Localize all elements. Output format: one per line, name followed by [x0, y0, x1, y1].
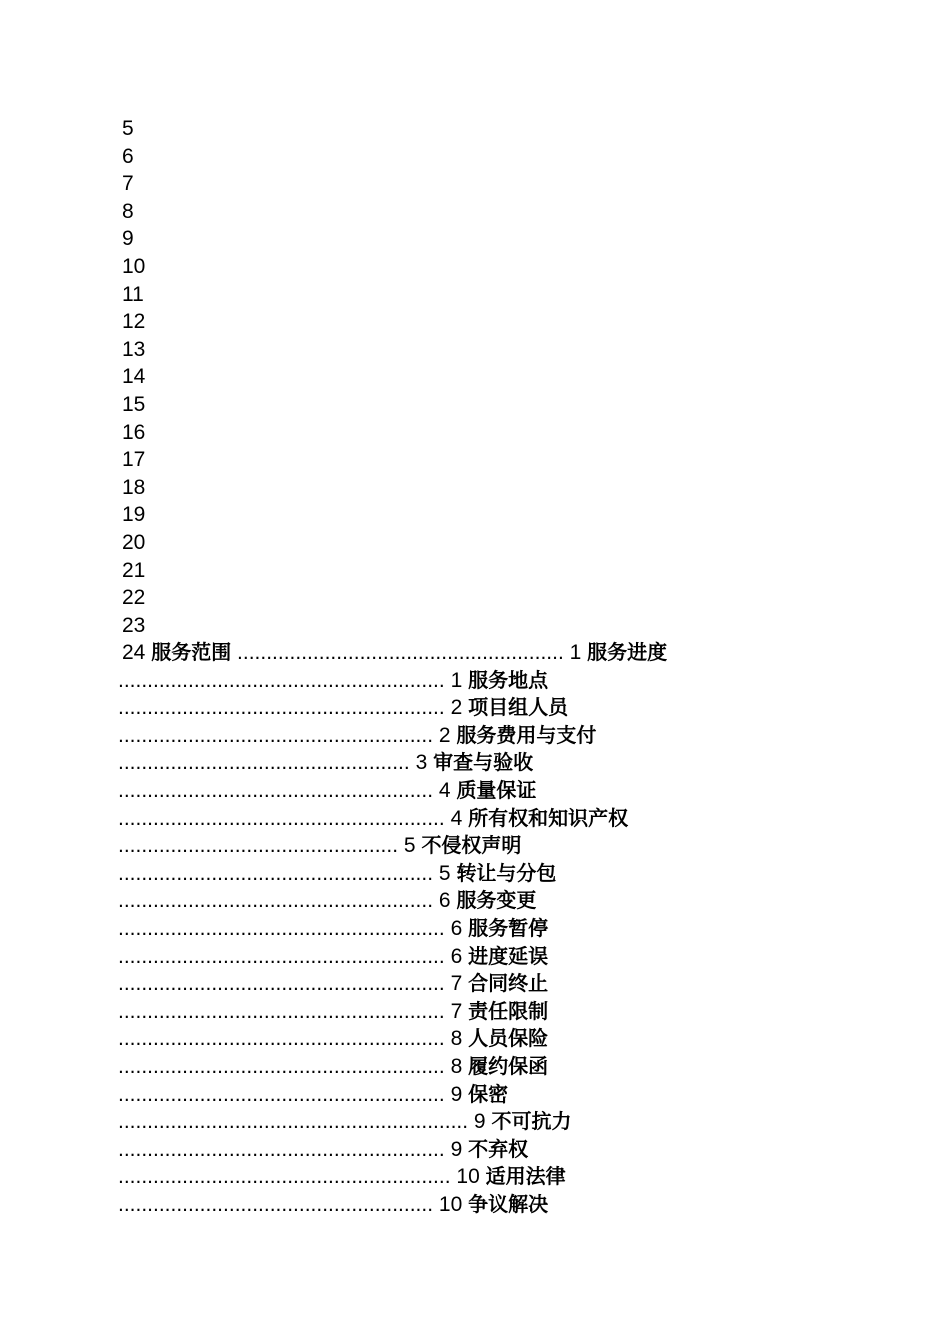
toc-leader-dots: ................................................ [118, 834, 399, 858]
page-number: 9 [122, 227, 134, 251]
toc-leader-dots: ........................................................ [118, 1027, 445, 1051]
page-number: 11 [122, 282, 144, 306]
toc-line [118, 943, 667, 971]
toc-page-number: 3 [415, 751, 428, 775]
toc-title: 服务地点 [468, 667, 549, 692]
page-number: 20 [122, 530, 146, 554]
toc-line [118, 1025, 667, 1053]
page-number: 7 [122, 172, 134, 196]
page-number: 16 [122, 420, 146, 444]
toc-title: 进度延误 [468, 943, 549, 968]
toc-line [118, 805, 667, 833]
toc-leader-dots: ........................................................ [118, 1054, 445, 1078]
toc-leader-dots: ...................................................... [118, 723, 434, 747]
toc-leader-dots: ........................................................ [118, 999, 445, 1023]
toc-leader-dots: ...................................................... [118, 1192, 434, 1216]
toc-page-number: 6 [450, 916, 463, 940]
toc-line [118, 970, 667, 998]
toc-line [118, 1081, 667, 1109]
toc-title: 不侵权声明 [421, 833, 522, 858]
toc-title: 责任限制 [468, 998, 549, 1023]
toc-line [118, 722, 667, 750]
toc-line [118, 887, 667, 915]
toc-line [118, 667, 667, 695]
toc-leader-dots: ........................................................ [118, 806, 445, 830]
toc-title: 服务费用与支付 [456, 722, 597, 747]
toc-page-number: 9 [450, 1137, 463, 1161]
toc-page-number: 9 [450, 1082, 463, 1106]
toc-leader-dots: ........................................................ [118, 1137, 445, 1161]
toc-title: 所有权和知识产权 [468, 805, 629, 830]
toc-title: 服务变更 [456, 888, 537, 913]
toc-line [118, 1108, 667, 1136]
toc-leader-dots: ...................................................... [118, 889, 434, 913]
toc-title: 服务范围 [151, 640, 232, 664]
toc-line [118, 915, 667, 943]
toc-title: 质量保证 [456, 777, 537, 802]
toc-line [118, 1136, 667, 1164]
toc-page-number: 10 [438, 1192, 463, 1216]
page-number: 19 [122, 503, 146, 527]
toc-line [118, 998, 667, 1026]
toc-page-number: 10 [456, 1165, 480, 1189]
toc-title: 转让与分包 [456, 860, 557, 885]
toc-title: 服务进度 [587, 640, 668, 664]
page-number: 10 [122, 254, 146, 278]
page-number: 17 [122, 448, 146, 472]
toc-page-number: 8 [450, 1027, 463, 1051]
toc-leader-dots: ......................................................... [118, 1165, 451, 1189]
page-number: 6 [122, 144, 134, 168]
page-number: 21 [122, 558, 146, 582]
toc-line [118, 777, 667, 805]
toc-leader-dots: ........................................................ [237, 641, 564, 664]
toc-title: 履约保函 [468, 1053, 549, 1078]
toc-title: 不可抗力 [491, 1109, 572, 1134]
toc-page-number: 6 [438, 889, 451, 913]
toc-title: 审查与验收 [433, 750, 534, 775]
page-number: 8 [122, 199, 134, 223]
toc-first-line [118, 639, 667, 667]
toc-page-number: 4 [450, 806, 463, 830]
page-number: 22 [122, 586, 146, 610]
toc-page-number: 5 [438, 861, 451, 885]
toc-title: 人员保险 [468, 1026, 549, 1051]
toc-line [118, 694, 667, 722]
toc-page-number: 6 [450, 944, 463, 968]
toc-line [118, 1053, 667, 1081]
toc-page-number: 7 [450, 999, 463, 1023]
toc-leader-dots: ........................................................ [118, 916, 445, 940]
toc-page-number: 9 [473, 1110, 486, 1134]
toc-page-number: 8 [450, 1054, 463, 1078]
toc-leader-dots: ........................................................ [118, 696, 445, 720]
toc-leader-dots: ...................................................... [118, 861, 434, 885]
toc-line [118, 832, 667, 860]
toc-title: 服务暂停 [468, 915, 549, 940]
toc-number: 24 [122, 641, 146, 664]
toc-page-number: 5 [403, 834, 416, 858]
toc-leader-dots: .................................................. [118, 751, 410, 775]
toc-leader-dots: ........................................................ [118, 1082, 445, 1106]
toc-page-number: 4 [438, 778, 451, 802]
toc-page-number: 2 [450, 696, 463, 720]
page-number: 14 [122, 365, 146, 389]
toc-line [118, 1191, 667, 1219]
page-number: 15 [122, 392, 146, 416]
page-number: 12 [122, 310, 146, 334]
toc-title: 不弃权 [468, 1136, 529, 1161]
page-number: 5 [122, 117, 134, 140]
toc-leader-dots: ........................................................ [118, 972, 445, 996]
toc-title: 保密 [468, 1081, 509, 1106]
toc-line [118, 1163, 667, 1191]
toc-title: 争议解决 [468, 1191, 549, 1216]
toc-page-number: 1 [450, 668, 463, 692]
toc-page-number: 1 [569, 641, 582, 664]
page-number: 18 [122, 475, 146, 499]
page-number: 13 [122, 337, 146, 361]
toc-title: 项目组人员 [468, 695, 569, 720]
toc-leader-dots: ............................................................ [118, 1110, 469, 1134]
toc-page-number: 7 [450, 972, 463, 996]
toc-leader-dots: ........................................................ [118, 944, 445, 968]
toc-line [118, 860, 667, 888]
toc-leader-dots: ...................................................... [118, 778, 434, 802]
toc-title: 合同终止 [468, 971, 549, 996]
page-number-list [122, 115, 145, 639]
toc-page-number: 2 [438, 723, 451, 747]
page-number: 23 [122, 613, 146, 637]
toc-leader-dots: ........................................................ [118, 668, 445, 692]
toc-line [118, 749, 667, 777]
table-of-contents [118, 639, 667, 1218]
toc-title: 适用法律 [485, 1164, 566, 1189]
